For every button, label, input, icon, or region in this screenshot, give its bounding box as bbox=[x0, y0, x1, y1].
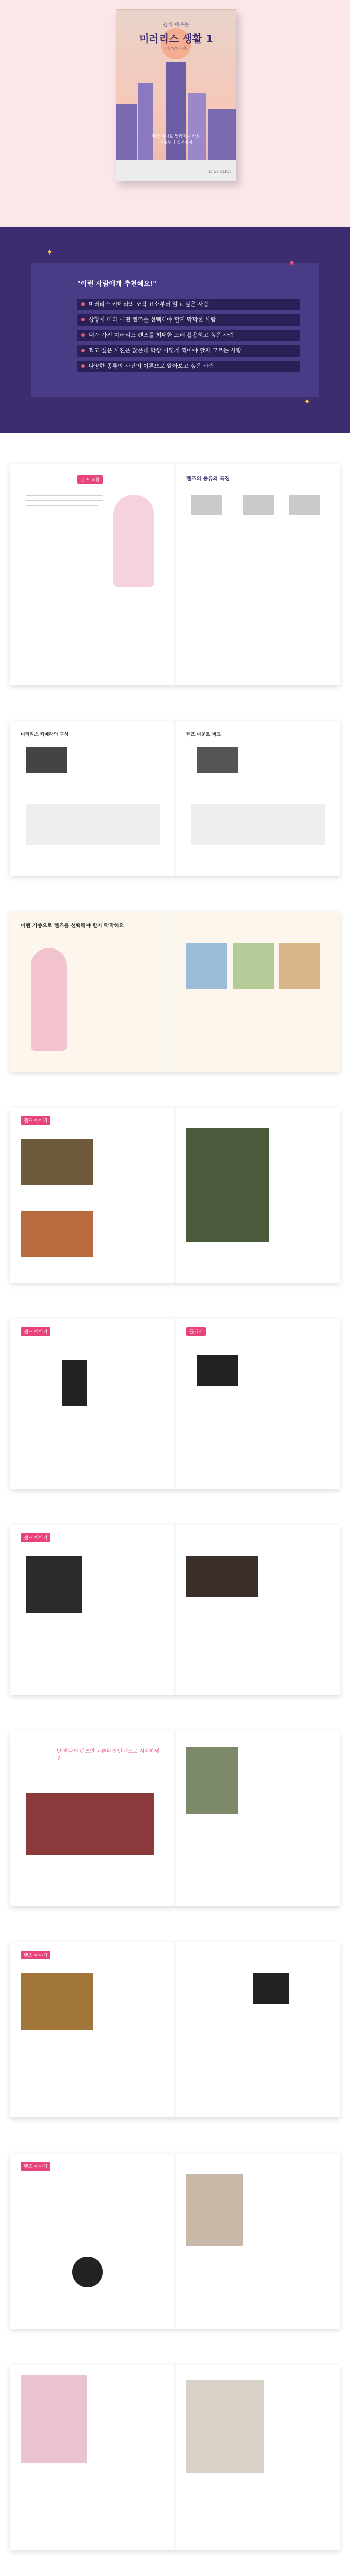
sample-photo bbox=[186, 1556, 258, 1597]
page-spread bbox=[10, 1731, 340, 1906]
flash-photo bbox=[62, 1360, 87, 1406]
star-icon: ★ bbox=[288, 258, 296, 267]
book-subtitle-2: 기초부터 실전까지 bbox=[159, 140, 193, 145]
lens-photo bbox=[72, 2257, 103, 2287]
portrait-photo bbox=[186, 2380, 264, 2473]
portrait-photo bbox=[186, 2174, 243, 2246]
book-subtitle-1: 렌즈 하나로 달라지는 사진 bbox=[152, 134, 200, 139]
flower-photo bbox=[186, 1128, 269, 1242]
page-spread bbox=[10, 1108, 340, 1283]
page-spread bbox=[10, 2154, 340, 2329]
recommend-item: 미러리스 카메라의 조작 요소부터 알고 싶은 사람 bbox=[77, 299, 300, 310]
recommend-item: 상황에 따라 어떤 렌즈를 선택해야 할지 막막한 사람 bbox=[77, 314, 300, 326]
page-title: 어떤 기종으로 렌즈를 선택해야 할지 막막해요 bbox=[21, 923, 124, 929]
book-cover bbox=[116, 9, 236, 181]
page-spread bbox=[10, 1942, 340, 2117]
spec-table bbox=[191, 804, 325, 845]
section-badge: 렌즈 이야기 bbox=[21, 2162, 50, 2171]
spec-table bbox=[26, 804, 160, 845]
section-badge: 렌즈 이야기 bbox=[21, 1951, 50, 1959]
sample-photo bbox=[21, 1139, 93, 1185]
section-badge: 플래시 bbox=[186, 1327, 206, 1336]
camera-photo bbox=[197, 747, 238, 773]
character-illustration bbox=[113, 495, 154, 587]
page-spread bbox=[10, 721, 340, 876]
sample-photo bbox=[21, 1211, 93, 1257]
page-spread bbox=[10, 464, 340, 685]
lens-photo bbox=[243, 495, 274, 515]
page-spread bbox=[10, 2365, 340, 2550]
section-badge: 렌즈 교환 bbox=[77, 475, 103, 484]
book-author: 이 ○○ 지음 bbox=[165, 46, 187, 51]
portrait-photo bbox=[21, 2375, 87, 2463]
page-title: 렌즈의 종류와 특징 bbox=[186, 476, 230, 482]
sparkle-icon: ✦ bbox=[304, 397, 311, 406]
page-spread bbox=[10, 912, 340, 1072]
page-title: 렌즈 마운트 비교 bbox=[186, 732, 221, 737]
section-badge: 렌즈 이야기 bbox=[21, 1327, 50, 1336]
lens-photo bbox=[289, 495, 320, 515]
sample-photo bbox=[186, 1747, 238, 1814]
book-series: 쉽게 배우는 bbox=[163, 22, 189, 28]
flash-photo bbox=[197, 1355, 238, 1386]
page-title: 미러리스 카메라의 구성 bbox=[21, 732, 69, 737]
section-badge: 렌즈 이야기 bbox=[21, 1533, 50, 1542]
lens-photo bbox=[191, 495, 222, 515]
camera-photo bbox=[26, 747, 67, 773]
character-illustration bbox=[31, 948, 67, 1051]
sample-photo bbox=[233, 943, 274, 989]
book-title-num: 1 bbox=[205, 32, 213, 45]
recommend-section bbox=[0, 227, 350, 433]
sample-photo bbox=[186, 943, 227, 989]
flower-photo bbox=[21, 1973, 93, 2030]
sample-photo bbox=[26, 1556, 82, 1613]
book-title: 미러리스 생활 bbox=[139, 32, 202, 45]
cover-section bbox=[0, 0, 350, 227]
section-badge: 렌즈 이야기 bbox=[21, 1116, 50, 1125]
recommend-item: 찍고 싶은 사진은 많은데 막상 어떻게 찍어야 할지 모르는 사람 bbox=[77, 345, 300, 357]
recommend-item: 다양한 종류의 사진의 이론으로 알아보고 싶은 사람 bbox=[77, 361, 300, 372]
book-publisher: DIGITALKA bbox=[209, 169, 231, 174]
recommend-item: 내가 가진 미러리스 렌즈를 최대한 오래 활용하고 싶은 사람 bbox=[77, 330, 300, 341]
lens-photo bbox=[253, 1973, 289, 2004]
sample-photo bbox=[26, 1793, 154, 1855]
page-spread bbox=[10, 1319, 340, 1489]
page-spread bbox=[10, 1525, 340, 1695]
sample-photo bbox=[279, 943, 320, 989]
recommend-heading: "이런 사람에게 추천해요!" bbox=[77, 280, 157, 288]
sparkle-icon: ✦ bbox=[46, 247, 54, 257]
page-quote: 단 하나의 렌즈만 고른다면 단렌즈로 시작하세요 bbox=[57, 1749, 160, 1762]
